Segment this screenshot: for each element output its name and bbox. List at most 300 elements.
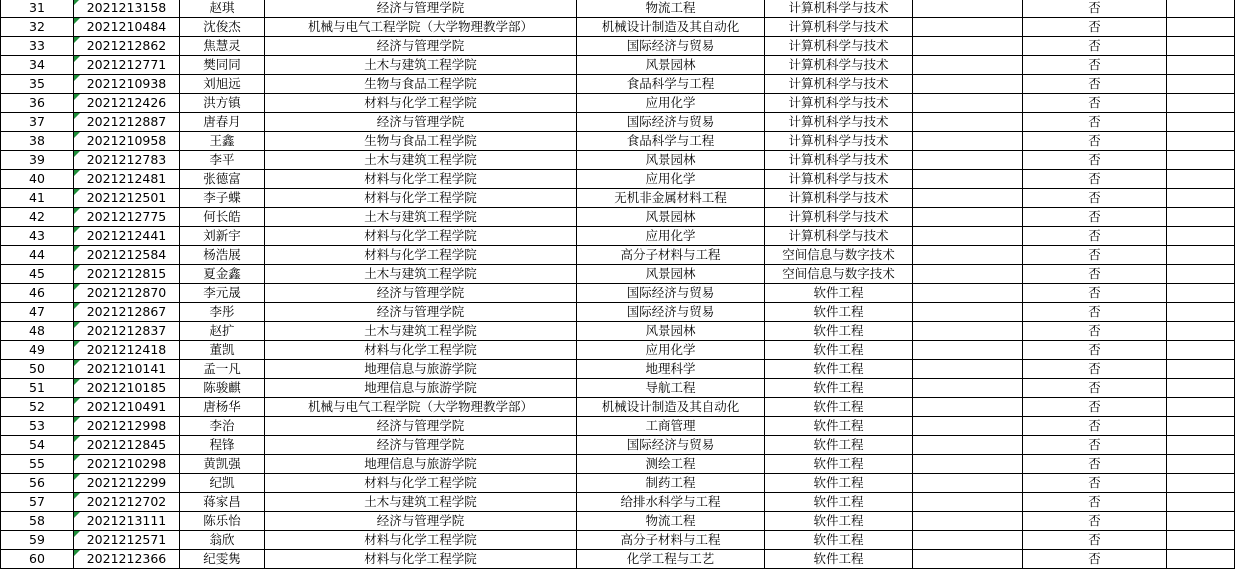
cell-empty[interactable] xyxy=(1167,227,1235,246)
cell-target-major[interactable] xyxy=(765,398,913,417)
cell-student-id-text: 2021212571 xyxy=(86,532,167,547)
cell-target-major[interactable] xyxy=(765,113,913,132)
cell-target-major[interactable] xyxy=(765,37,913,56)
cell-student-name[interactable] xyxy=(180,56,265,75)
cell-college[interactable] xyxy=(265,379,577,398)
cell-student-name[interactable] xyxy=(180,0,265,18)
cell-flag[interactable] xyxy=(1023,265,1167,284)
cell-empty[interactable] xyxy=(913,284,1023,303)
cell-target-major-text: 软件工程 xyxy=(813,437,864,452)
cell-target-major[interactable] xyxy=(765,0,913,18)
cell-student-name[interactable] xyxy=(180,132,265,151)
cell-row-number-text: 55 xyxy=(29,456,45,471)
cell-original-major[interactable] xyxy=(577,94,765,113)
cell-row-number[interactable] xyxy=(1,322,74,341)
cell-student-id[interactable] xyxy=(74,493,180,512)
cell-flag[interactable] xyxy=(1023,303,1167,322)
cell-college[interactable] xyxy=(265,474,577,493)
cell-empty[interactable] xyxy=(913,170,1023,189)
cell-college[interactable] xyxy=(265,531,577,550)
cell-empty[interactable] xyxy=(1167,550,1235,569)
cell-empty[interactable] xyxy=(1167,208,1235,227)
cell-target-major[interactable] xyxy=(765,189,913,208)
cell-student-id[interactable] xyxy=(74,0,180,18)
cell-student-name[interactable] xyxy=(180,94,265,113)
cell-flag-text: 否 xyxy=(1088,437,1101,452)
cell-college[interactable] xyxy=(265,398,577,417)
cell-college[interactable] xyxy=(265,550,577,569)
cell-student-id[interactable] xyxy=(74,94,180,113)
cell-empty[interactable] xyxy=(1167,284,1235,303)
cell-student-name[interactable] xyxy=(180,284,265,303)
cell-empty[interactable] xyxy=(913,398,1023,417)
cell-original-major-text: 国际经济与贸易 xyxy=(626,285,715,300)
cell-row-number[interactable] xyxy=(1,94,74,113)
cell-college[interactable] xyxy=(265,341,577,360)
cell-empty[interactable] xyxy=(1167,18,1235,37)
cell-college[interactable] xyxy=(265,132,577,151)
cell-empty[interactable] xyxy=(1167,398,1235,417)
cell-row-number[interactable] xyxy=(1,398,74,417)
cell-row-number[interactable] xyxy=(1,37,74,56)
cell-empty[interactable] xyxy=(1167,75,1235,94)
cell-empty[interactable] xyxy=(913,189,1023,208)
cell-row-number-text: 58 xyxy=(29,513,45,528)
cell-college[interactable] xyxy=(265,455,577,474)
cell-flag[interactable] xyxy=(1023,455,1167,474)
cell-empty[interactable] xyxy=(1167,265,1235,284)
cell-student-name[interactable] xyxy=(180,75,265,94)
error-indicator-icon xyxy=(74,132,80,138)
cell-flag[interactable] xyxy=(1023,170,1167,189)
cell-target-major[interactable] xyxy=(765,512,913,531)
cell-student-name[interactable] xyxy=(180,550,265,569)
cell-student-name[interactable] xyxy=(180,493,265,512)
cell-flag[interactable] xyxy=(1023,56,1167,75)
cell-college[interactable] xyxy=(265,512,577,531)
cell-flag[interactable] xyxy=(1023,493,1167,512)
cell-original-major[interactable] xyxy=(577,37,765,56)
cell-student-name-text: 唐春月 xyxy=(203,114,241,129)
cell-empty[interactable] xyxy=(913,113,1023,132)
cell-row-number[interactable] xyxy=(1,227,74,246)
cell-empty[interactable] xyxy=(913,151,1023,170)
cell-empty[interactable] xyxy=(913,379,1023,398)
cell-student-id[interactable] xyxy=(74,303,180,322)
cell-student-name[interactable] xyxy=(180,360,265,379)
cell-original-major[interactable] xyxy=(577,436,765,455)
cell-target-major[interactable] xyxy=(765,151,913,170)
cell-original-major[interactable] xyxy=(577,75,765,94)
cell-college[interactable] xyxy=(265,0,577,18)
cell-row-number[interactable] xyxy=(1,246,74,265)
cell-student-id-text: 2021212501 xyxy=(86,190,167,205)
cell-target-major-text: 软件工程 xyxy=(813,304,864,319)
cell-empty[interactable] xyxy=(913,360,1023,379)
cell-college-text: 机械与电气工程学院（大学物理教学部） xyxy=(307,19,533,34)
cell-empty[interactable] xyxy=(913,75,1023,94)
cell-empty[interactable] xyxy=(1167,322,1235,341)
cell-student-name[interactable] xyxy=(180,113,265,132)
cell-original-major[interactable] xyxy=(577,512,765,531)
cell-empty[interactable] xyxy=(1167,189,1235,208)
cell-student-id[interactable] xyxy=(74,379,180,398)
cell-student-id[interactable] xyxy=(74,265,180,284)
cell-student-id[interactable] xyxy=(74,512,180,531)
cell-empty[interactable] xyxy=(913,265,1023,284)
cell-original-major[interactable] xyxy=(577,550,765,569)
cell-flag[interactable] xyxy=(1023,322,1167,341)
cell-target-major[interactable] xyxy=(765,379,913,398)
cell-student-id[interactable] xyxy=(74,341,180,360)
cell-empty[interactable] xyxy=(913,37,1023,56)
cell-student-name[interactable] xyxy=(180,170,265,189)
cell-empty[interactable] xyxy=(1167,436,1235,455)
cell-student-name[interactable] xyxy=(180,436,265,455)
cell-original-major[interactable] xyxy=(577,531,765,550)
cell-flag[interactable] xyxy=(1023,341,1167,360)
cell-original-major[interactable] xyxy=(577,379,765,398)
cell-college[interactable] xyxy=(265,246,577,265)
cell-empty[interactable] xyxy=(913,18,1023,37)
cell-student-id[interactable] xyxy=(74,436,180,455)
cell-empty[interactable] xyxy=(913,417,1023,436)
cell-student-id[interactable] xyxy=(74,398,180,417)
cell-empty[interactable] xyxy=(1167,151,1235,170)
cell-target-major[interactable] xyxy=(765,227,913,246)
cell-row-number[interactable] xyxy=(1,474,74,493)
cell-target-major[interactable] xyxy=(765,75,913,94)
cell-row-number-text: 50 xyxy=(29,361,45,376)
cell-flag[interactable] xyxy=(1023,189,1167,208)
cell-original-major[interactable] xyxy=(577,398,765,417)
cell-target-major[interactable] xyxy=(765,265,913,284)
cell-student-name[interactable] xyxy=(180,322,265,341)
cell-target-major[interactable] xyxy=(765,18,913,37)
cell-empty[interactable] xyxy=(1167,56,1235,75)
cell-student-name[interactable] xyxy=(180,18,265,37)
cell-student-id[interactable] xyxy=(74,132,180,151)
cell-college[interactable] xyxy=(265,436,577,455)
cell-empty[interactable] xyxy=(1167,94,1235,113)
cell-empty[interactable] xyxy=(1167,379,1235,398)
cell-empty[interactable] xyxy=(913,132,1023,151)
cell-target-major-text: 计算机科学与技术 xyxy=(788,114,889,129)
cell-row-number-text: 38 xyxy=(29,133,45,148)
cell-flag[interactable] xyxy=(1023,18,1167,37)
cell-row-number[interactable] xyxy=(1,189,74,208)
cell-flag[interactable] xyxy=(1023,113,1167,132)
cell-college[interactable] xyxy=(265,265,577,284)
cell-empty[interactable] xyxy=(1167,303,1235,322)
cell-student-id[interactable] xyxy=(74,284,180,303)
cell-empty[interactable] xyxy=(913,56,1023,75)
cell-student-name[interactable] xyxy=(180,246,265,265)
cell-target-major[interactable] xyxy=(765,303,913,322)
cell-target-major[interactable] xyxy=(765,360,913,379)
cell-target-major[interactable] xyxy=(765,94,913,113)
cell-flag[interactable] xyxy=(1023,75,1167,94)
cell-flag[interactable] xyxy=(1023,208,1167,227)
cell-empty[interactable] xyxy=(1167,37,1235,56)
cell-empty[interactable] xyxy=(1167,246,1235,265)
cell-row-number-text: 43 xyxy=(29,228,45,243)
cell-original-major[interactable] xyxy=(577,284,765,303)
cell-college[interactable] xyxy=(265,75,577,94)
cell-row-number[interactable] xyxy=(1,550,74,569)
cell-college[interactable] xyxy=(265,94,577,113)
cell-original-major[interactable] xyxy=(577,208,765,227)
cell-original-major[interactable] xyxy=(577,0,765,18)
cell-original-major[interactable] xyxy=(577,417,765,436)
cell-college[interactable] xyxy=(265,360,577,379)
cell-row-number[interactable] xyxy=(1,265,74,284)
cell-empty[interactable] xyxy=(1167,360,1235,379)
cell-empty[interactable] xyxy=(1167,132,1235,151)
cell-empty[interactable] xyxy=(1167,0,1235,18)
cell-empty[interactable] xyxy=(913,246,1023,265)
cell-flag[interactable] xyxy=(1023,246,1167,265)
cell-student-id-text: 2021213111 xyxy=(86,513,167,528)
cell-row-number[interactable] xyxy=(1,303,74,322)
cell-target-major[interactable] xyxy=(765,322,913,341)
cell-flag[interactable] xyxy=(1023,417,1167,436)
cell-college[interactable] xyxy=(265,113,577,132)
cell-flag[interactable] xyxy=(1023,436,1167,455)
cell-row-number[interactable] xyxy=(1,0,74,18)
cell-flag[interactable] xyxy=(1023,132,1167,151)
cell-empty[interactable] xyxy=(913,303,1023,322)
cell-student-name-text: 陈骏麒 xyxy=(203,380,241,395)
cell-row-number[interactable] xyxy=(1,170,74,189)
cell-empty[interactable] xyxy=(913,550,1023,569)
cell-student-id[interactable] xyxy=(74,360,180,379)
cell-student-id[interactable] xyxy=(74,417,180,436)
cell-flag[interactable] xyxy=(1023,531,1167,550)
cell-original-major[interactable] xyxy=(577,303,765,322)
cell-row-number[interactable] xyxy=(1,341,74,360)
cell-row-number[interactable] xyxy=(1,151,74,170)
cell-empty[interactable] xyxy=(1167,531,1235,550)
cell-student-id[interactable] xyxy=(74,474,180,493)
cell-student-name[interactable] xyxy=(180,265,265,284)
cell-student-id[interactable] xyxy=(74,208,180,227)
cell-original-major[interactable] xyxy=(577,474,765,493)
cell-row-number[interactable] xyxy=(1,493,74,512)
cell-student-id[interactable] xyxy=(74,18,180,37)
cell-original-major[interactable] xyxy=(577,132,765,151)
cell-student-id[interactable] xyxy=(74,550,180,569)
cell-student-id[interactable] xyxy=(74,151,180,170)
cell-empty[interactable] xyxy=(913,0,1023,18)
cell-empty[interactable] xyxy=(913,94,1023,113)
cell-empty[interactable] xyxy=(913,208,1023,227)
cell-student-id[interactable] xyxy=(74,227,180,246)
cell-original-major[interactable] xyxy=(577,227,765,246)
cell-target-major[interactable] xyxy=(765,246,913,265)
error-indicator-icon xyxy=(74,246,80,252)
cell-student-id-text: 2021212887 xyxy=(86,114,167,129)
cell-flag[interactable] xyxy=(1023,94,1167,113)
cell-row-number[interactable] xyxy=(1,132,74,151)
cell-original-major[interactable] xyxy=(577,170,765,189)
cell-student-name[interactable] xyxy=(180,208,265,227)
cell-empty[interactable] xyxy=(913,493,1023,512)
cell-target-major[interactable] xyxy=(765,284,913,303)
cell-flag[interactable] xyxy=(1023,284,1167,303)
cell-student-id[interactable] xyxy=(74,246,180,265)
cell-target-major[interactable] xyxy=(765,550,913,569)
cell-student-name[interactable] xyxy=(180,379,265,398)
cell-row-number[interactable] xyxy=(1,512,74,531)
cell-target-major-text: 计算机科学与技术 xyxy=(788,57,889,72)
cell-college[interactable] xyxy=(265,322,577,341)
cell-student-name[interactable] xyxy=(180,37,265,56)
cell-empty[interactable] xyxy=(1167,512,1235,531)
cell-target-major[interactable] xyxy=(765,341,913,360)
cell-original-major[interactable] xyxy=(577,322,765,341)
cell-empty[interactable] xyxy=(913,227,1023,246)
cell-student-name[interactable] xyxy=(180,455,265,474)
cell-empty[interactable] xyxy=(913,531,1023,550)
cell-student-id-text: 2021212299 xyxy=(86,475,167,490)
cell-flag[interactable] xyxy=(1023,512,1167,531)
table-row xyxy=(1,360,1235,379)
cell-student-id[interactable] xyxy=(74,455,180,474)
cell-flag[interactable] xyxy=(1023,379,1167,398)
cell-student-id[interactable] xyxy=(74,75,180,94)
cell-flag[interactable] xyxy=(1023,0,1167,18)
cell-college[interactable] xyxy=(265,18,577,37)
cell-empty[interactable] xyxy=(1167,113,1235,132)
cell-target-major[interactable] xyxy=(765,417,913,436)
error-indicator-icon xyxy=(74,227,80,233)
cell-target-major[interactable] xyxy=(765,436,913,455)
cell-student-id[interactable] xyxy=(74,113,180,132)
cell-original-major[interactable] xyxy=(577,18,765,37)
cell-college[interactable] xyxy=(265,303,577,322)
cell-flag[interactable] xyxy=(1023,550,1167,569)
cell-flag[interactable] xyxy=(1023,398,1167,417)
cell-college-text: 生物与食品工程学院 xyxy=(364,76,477,91)
cell-target-major[interactable] xyxy=(765,208,913,227)
cell-target-major-text: 计算机科学与技术 xyxy=(788,133,889,148)
cell-original-major[interactable] xyxy=(577,56,765,75)
cell-empty[interactable] xyxy=(913,436,1023,455)
cell-original-major[interactable] xyxy=(577,360,765,379)
cell-student-name-text: 李彤 xyxy=(209,304,235,319)
cell-flag[interactable] xyxy=(1023,227,1167,246)
cell-student-name[interactable] xyxy=(180,474,265,493)
cell-empty[interactable] xyxy=(1167,455,1235,474)
cell-empty[interactable] xyxy=(1167,417,1235,436)
cell-original-major-text: 测绘工程 xyxy=(645,456,696,471)
cell-student-id[interactable] xyxy=(74,322,180,341)
cell-original-major[interactable] xyxy=(577,341,765,360)
cell-row-number[interactable] xyxy=(1,360,74,379)
cell-flag[interactable] xyxy=(1023,474,1167,493)
cell-empty[interactable] xyxy=(1167,170,1235,189)
cell-college[interactable] xyxy=(265,151,577,170)
cell-empty[interactable] xyxy=(913,474,1023,493)
cell-row-number[interactable] xyxy=(1,455,74,474)
cell-empty[interactable] xyxy=(913,322,1023,341)
cell-student-id[interactable] xyxy=(74,189,180,208)
cell-flag[interactable] xyxy=(1023,37,1167,56)
cell-student-id[interactable] xyxy=(74,531,180,550)
cell-flag[interactable] xyxy=(1023,151,1167,170)
cell-college[interactable] xyxy=(265,493,577,512)
cell-college[interactable] xyxy=(265,208,577,227)
cell-flag[interactable] xyxy=(1023,360,1167,379)
cell-student-name[interactable] xyxy=(180,303,265,322)
cell-student-name[interactable] xyxy=(180,512,265,531)
cell-row-number[interactable] xyxy=(1,284,74,303)
cell-student-id[interactable] xyxy=(74,170,180,189)
cell-college[interactable] xyxy=(265,37,577,56)
cell-row-number-text: 54 xyxy=(29,437,45,452)
cell-college[interactable] xyxy=(265,284,577,303)
cell-row-number[interactable] xyxy=(1,75,74,94)
cell-student-name[interactable] xyxy=(180,531,265,550)
cell-target-major[interactable] xyxy=(765,170,913,189)
cell-row-number[interactable] xyxy=(1,379,74,398)
cell-college[interactable] xyxy=(265,189,577,208)
cell-row-number[interactable] xyxy=(1,56,74,75)
cell-student-id[interactable] xyxy=(74,56,180,75)
cell-original-major[interactable] xyxy=(577,151,765,170)
cell-row-number[interactable] xyxy=(1,113,74,132)
cell-original-major[interactable] xyxy=(577,493,765,512)
cell-original-major[interactable] xyxy=(577,113,765,132)
cell-student-id[interactable] xyxy=(74,37,180,56)
cell-student-name[interactable] xyxy=(180,227,265,246)
cell-original-major[interactable] xyxy=(577,189,765,208)
cell-college[interactable] xyxy=(265,227,577,246)
cell-student-name[interactable] xyxy=(180,398,265,417)
cell-student-name[interactable] xyxy=(180,417,265,436)
cell-college[interactable] xyxy=(265,417,577,436)
cell-row-number-text: 35 xyxy=(29,76,45,91)
cell-empty[interactable] xyxy=(913,455,1023,474)
cell-empty[interactable] xyxy=(1167,474,1235,493)
cell-target-major[interactable] xyxy=(765,132,913,151)
cell-original-major[interactable] xyxy=(577,246,765,265)
cell-row-number[interactable] xyxy=(1,417,74,436)
cell-target-major[interactable] xyxy=(765,56,913,75)
cell-college[interactable] xyxy=(265,170,577,189)
cell-empty[interactable] xyxy=(1167,341,1235,360)
cell-target-major[interactable] xyxy=(765,474,913,493)
cell-original-major[interactable] xyxy=(577,455,765,474)
cell-row-number[interactable] xyxy=(1,531,74,550)
cell-target-major[interactable] xyxy=(765,455,913,474)
cell-row-number[interactable] xyxy=(1,436,74,455)
cell-student-name[interactable] xyxy=(180,151,265,170)
cell-original-major[interactable] xyxy=(577,265,765,284)
cell-empty[interactable] xyxy=(913,512,1023,531)
cell-target-major[interactable] xyxy=(765,531,913,550)
cell-student-name[interactable] xyxy=(180,341,265,360)
cell-empty[interactable] xyxy=(913,341,1023,360)
cell-student-name[interactable] xyxy=(180,189,265,208)
cell-empty[interactable] xyxy=(1167,493,1235,512)
cell-target-major[interactable] xyxy=(765,493,913,512)
cell-student-name-text: 董凯 xyxy=(209,342,235,357)
cell-row-number[interactable] xyxy=(1,208,74,227)
cell-college[interactable] xyxy=(265,56,577,75)
cell-row-number[interactable] xyxy=(1,18,74,37)
